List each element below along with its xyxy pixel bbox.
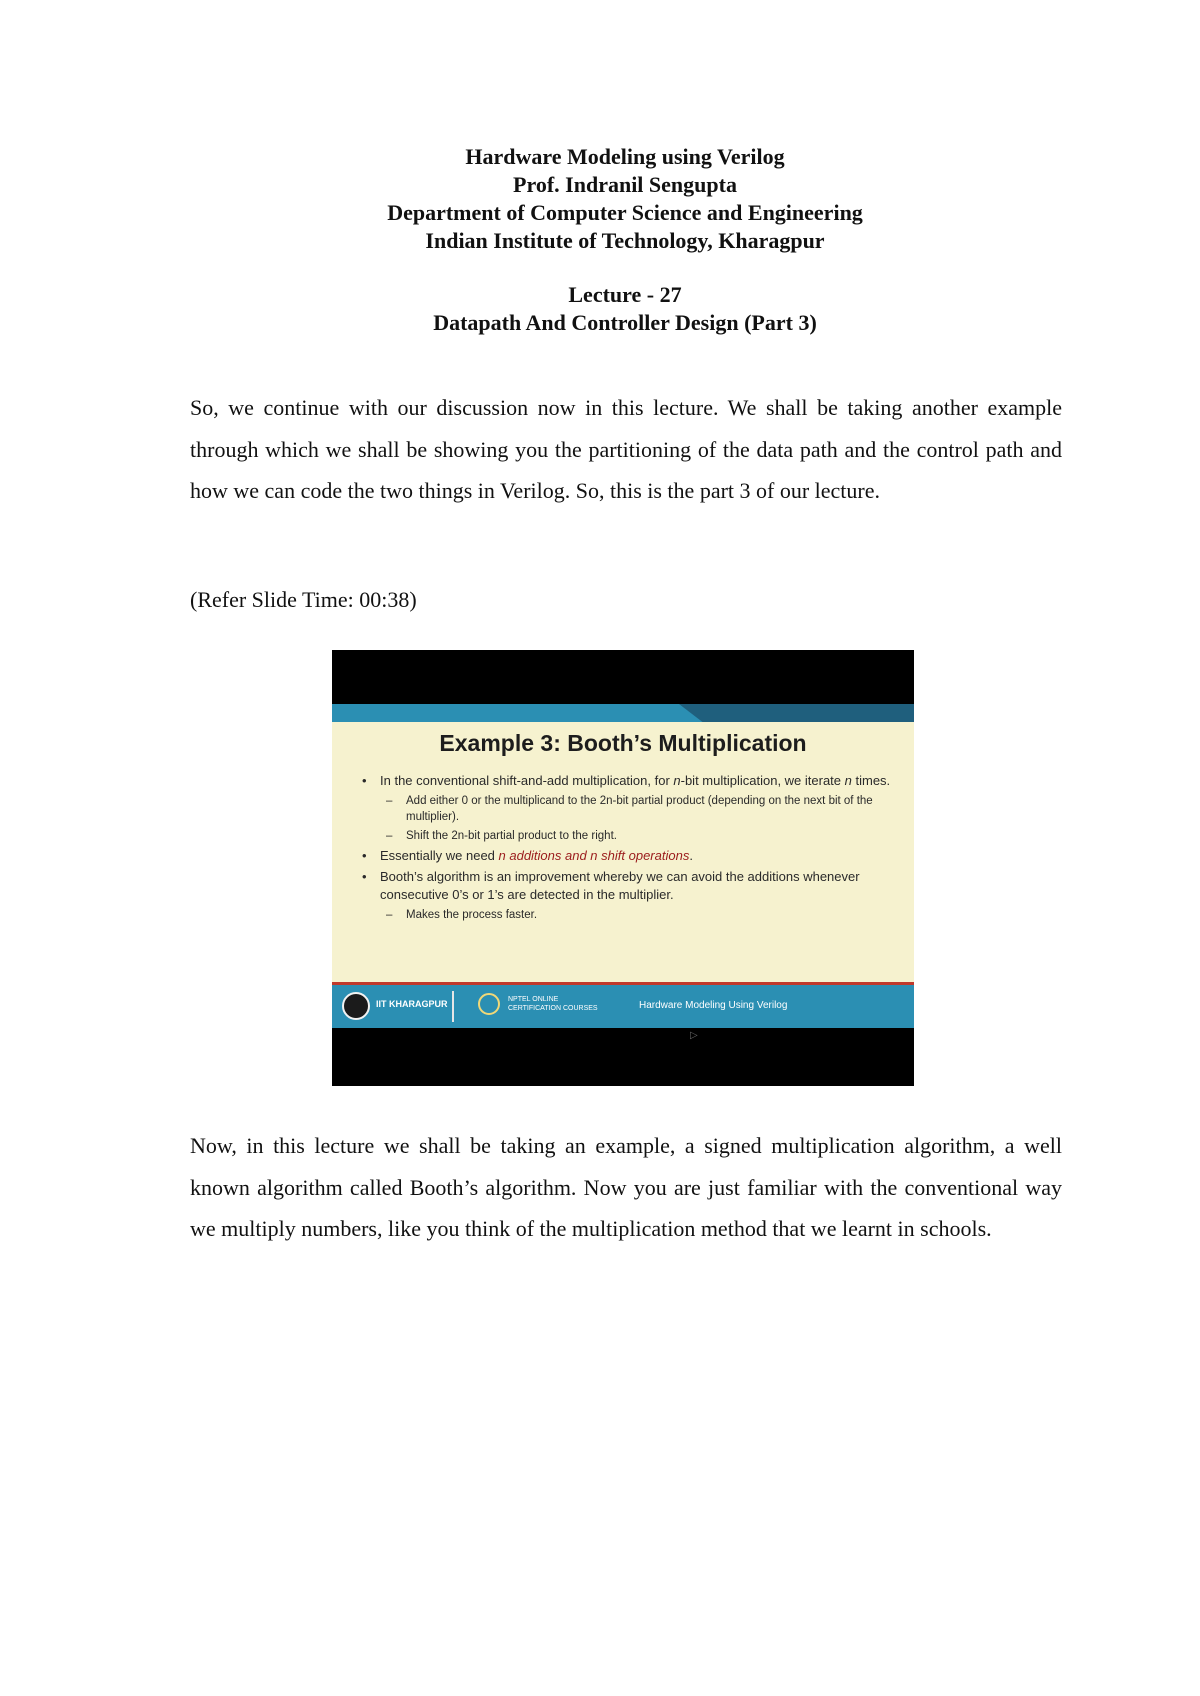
slide-image	[332, 650, 914, 1086]
slide-bullet-1: • In the conventional shift-and-add multiplication, for n-bit multiplication, we iterate n times.	[356, 772, 896, 790]
paragraph-booth: Now, in this lecture we shall be taking an example, a signed multiplication algorithm, a well known algorithm called Booth’s algorithm. Now you are just familiar with the conventional way we multiply numbers, like you think of the multiplication method that we learnt in schools.	[190, 1133, 1062, 1241]
footer-iit: IIT KHARAGPUR	[376, 999, 448, 1009]
footer-divider	[452, 991, 454, 1022]
slide-bullets	[356, 772, 896, 926]
footer-course: Hardware Modeling Using Verilog	[639, 1000, 788, 1011]
refer-slide-time: (Refer Slide Time: 00:38)	[190, 587, 417, 612]
slide-bullet-3: • Booth’s algorithm is an improvement whereby we can avoid the additions whenever consecutive 0’s or 1’s are detected in the multiplier.	[356, 868, 896, 904]
slide-subbullet-1: – Add either 0 or the multiplicand to the 2n-bit partial product (depending on the next bit of the multiplier).	[356, 793, 896, 825]
slide-subbullet-3: – Makes the process faster.	[356, 907, 896, 923]
footer-nptel: NPTEL ONLINE CERTIFICATION COURSES	[508, 996, 598, 1012]
course-title: Hardware Modeling using Verilog	[465, 144, 785, 169]
paragraph-intro: So, we continue with our discussion now in this lecture. We shall be taking another example through which we shall be showing you the partitioning of the data path and the control path and how we can code the two things in Verilog. So, this is the part 3 of our lecture.	[190, 395, 1062, 503]
lecture-title: Datapath And Controller Design (Part 3)	[433, 310, 817, 335]
slide-footer	[332, 985, 914, 1028]
iit-logo-icon	[342, 992, 370, 1020]
slide-top-bar	[332, 704, 914, 722]
slide-bullet-2: • Essentially we need n additions and n shift operations.	[356, 847, 896, 865]
professor-name: Prof. Indranil Sengupta	[513, 172, 737, 197]
slide-subbullet-2: – Shift the 2n-bit partial product to the right.	[356, 828, 896, 844]
lecture-number: Lecture - 27	[568, 282, 682, 307]
department-name: Department of Computer Science and Engineering	[387, 200, 863, 225]
nptel-logo-icon	[478, 993, 500, 1015]
institute-name: Indian Institute of Technology, Kharagpur	[425, 228, 825, 253]
slide-title: Example 3: Booth’s Multiplication	[439, 730, 807, 756]
mouse-cursor-icon: ▷	[690, 1030, 698, 1041]
lecture-header	[0, 143, 1200, 337]
